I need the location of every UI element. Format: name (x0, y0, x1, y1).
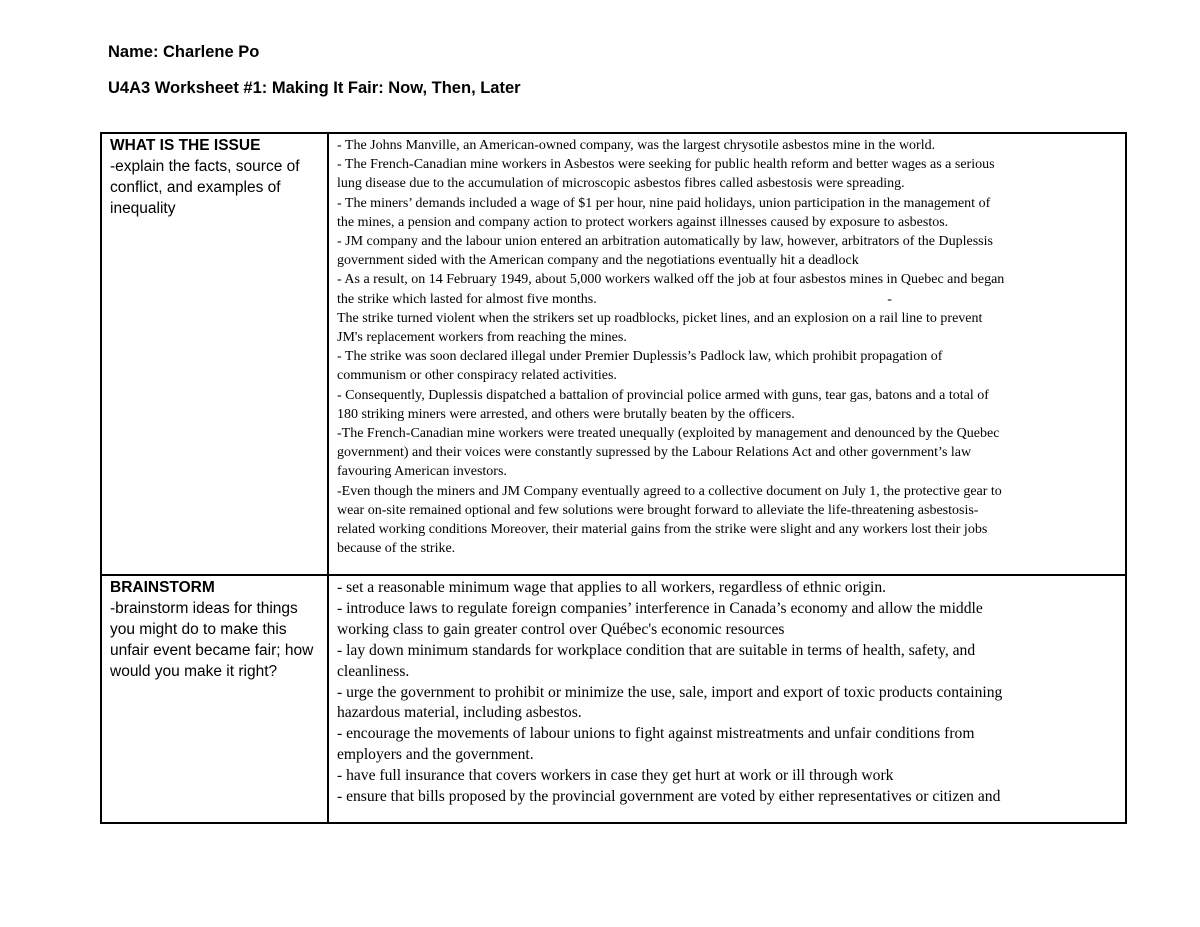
issue-line: because of the strike. (337, 541, 456, 557)
brainstorm-question-cell (101, 575, 328, 823)
issue-line: - The French-Canadian mine workers in Asbestos were seeking for public health reform and better wages as a serious (337, 157, 995, 173)
issue-line: - The miners’ demands included a wage of $1 per hour, nine paid holidays, union participation in the management of (337, 195, 991, 211)
issue-answer-cell[interactable] (328, 133, 1126, 575)
brainstorm-prompt: -brainstorm ideas for things you might do to make this unfair event became fair; how would you make it right? (110, 600, 314, 680)
brainstorm-line: - encourage the movements of labour unions to fight against mistreatments and unfair conditions from (337, 725, 975, 743)
issue-line: favouring American investors. (337, 464, 507, 480)
brainstorm-line: - introduce laws to regulate foreign companies’ interference in Canada’s economy and allow the middle (337, 599, 983, 617)
issue-line: government sided with the American company and the negotiations eventually hit a deadlock (337, 253, 859, 269)
brainstorm-heading: BRAINSTORM (110, 579, 215, 596)
issue-line: - Consequently, Duplessis dispatched a battalion of provincial police armed with guns, tear gas, batons and a total of (337, 387, 989, 403)
brainstorm-line: - have full insurance that covers workers in case they get hurt at work or ill through work (337, 767, 894, 785)
student-name: Name: Charlene Po (108, 43, 260, 61)
issue-line: -Even though the miners and JM Company eventually agreed to a collective document on July 1, the protective gear to (337, 483, 1002, 499)
issue-line: - The Johns Manville, an American-owned company, was the largest chrysotile asbestos mine in the world. (337, 138, 936, 153)
worksheet-table (100, 132, 1127, 824)
issue-question-cell (101, 133, 328, 575)
brainstorm-line: working class to gain greater control over Québec's economic resources (337, 620, 785, 638)
brainstorm-line: - lay down minimum standards for workplace condition that are suitable in terms of health, safety, and (337, 641, 976, 659)
table-row-issue (101, 133, 1126, 575)
worksheet-title: U4A3 Worksheet #1: Making It Fair: Now, Then, Later (108, 79, 521, 97)
issue-heading: WHAT IS THE ISSUE (110, 137, 261, 154)
issue-line: JM's replacement workers from reaching the mines. (337, 330, 627, 346)
issue-line: wear on-site remained optional and few solutions were brought forward to alleviate the life-threatening asbestosis- (337, 502, 979, 518)
issue-line: -The French-Canadian mine workers were treated unequally (exploited by management and denounced by the Quebec (337, 426, 1000, 442)
issue-line: communism or other conspiracy related activities. (337, 368, 617, 384)
table-row-brainstorm (101, 575, 1126, 823)
issue-line: the mines, a pension and company action to protect workers against illnesses caused by exposure to asbestos. (337, 214, 949, 230)
brainstorm-line: hazardous material, including asbestos. (337, 704, 582, 722)
issue-line: the strike which lasted for almost five months. - (337, 291, 892, 307)
issue-line: lung disease due to the accumulation of microscopic asbestos fibres called asbestosis were spreading. (337, 176, 905, 192)
issue-line: The strike turned violent when the strikers set up roadblocks, picket lines, and an explosion on a rail line to prevent (337, 310, 983, 326)
brainstorm-answer-cell[interactable] (328, 575, 1126, 823)
brainstorm-line: - set a reasonable minimum wage that applies to all workers, regardless of ethnic origin. (337, 579, 887, 596)
issue-line: - JM company and the labour union entered an arbitration automatically by law, however, arbitrators of the Duplessis (337, 234, 993, 250)
brainstorm-line: - ensure that bills proposed by the provincial government are voted by either representatives or citizen and (337, 788, 1001, 806)
issue-line: 180 striking miners were arrested, and others were brutally beaten by the officers. (337, 406, 795, 422)
issue-line: - The strike was soon declared illegal under Premier Duplessis’s Padlock law, which prohibit propagation of (337, 349, 943, 365)
brainstorm-line: - urge the government to prohibit or minimize the use, sale, import and export of toxic products containing (337, 683, 1003, 701)
brainstorm-line: employers and the government. (337, 746, 534, 764)
issue-prompt: -explain the facts, source of conflict, and examples of inequality (110, 158, 300, 217)
issue-line: government) and their voices were constantly supressed by the Labour Relations Act and other government’s law (337, 445, 972, 461)
brainstorm-line: cleanliness. (337, 662, 410, 680)
issue-line: related working conditions Moreover, their material gains from the strike were slight and any workers lost their jobs (337, 522, 988, 538)
issue-line: - As a result, on 14 February 1949, about 5,000 workers walked off the job at four asbestos mines in Quebec and began (337, 272, 1005, 288)
